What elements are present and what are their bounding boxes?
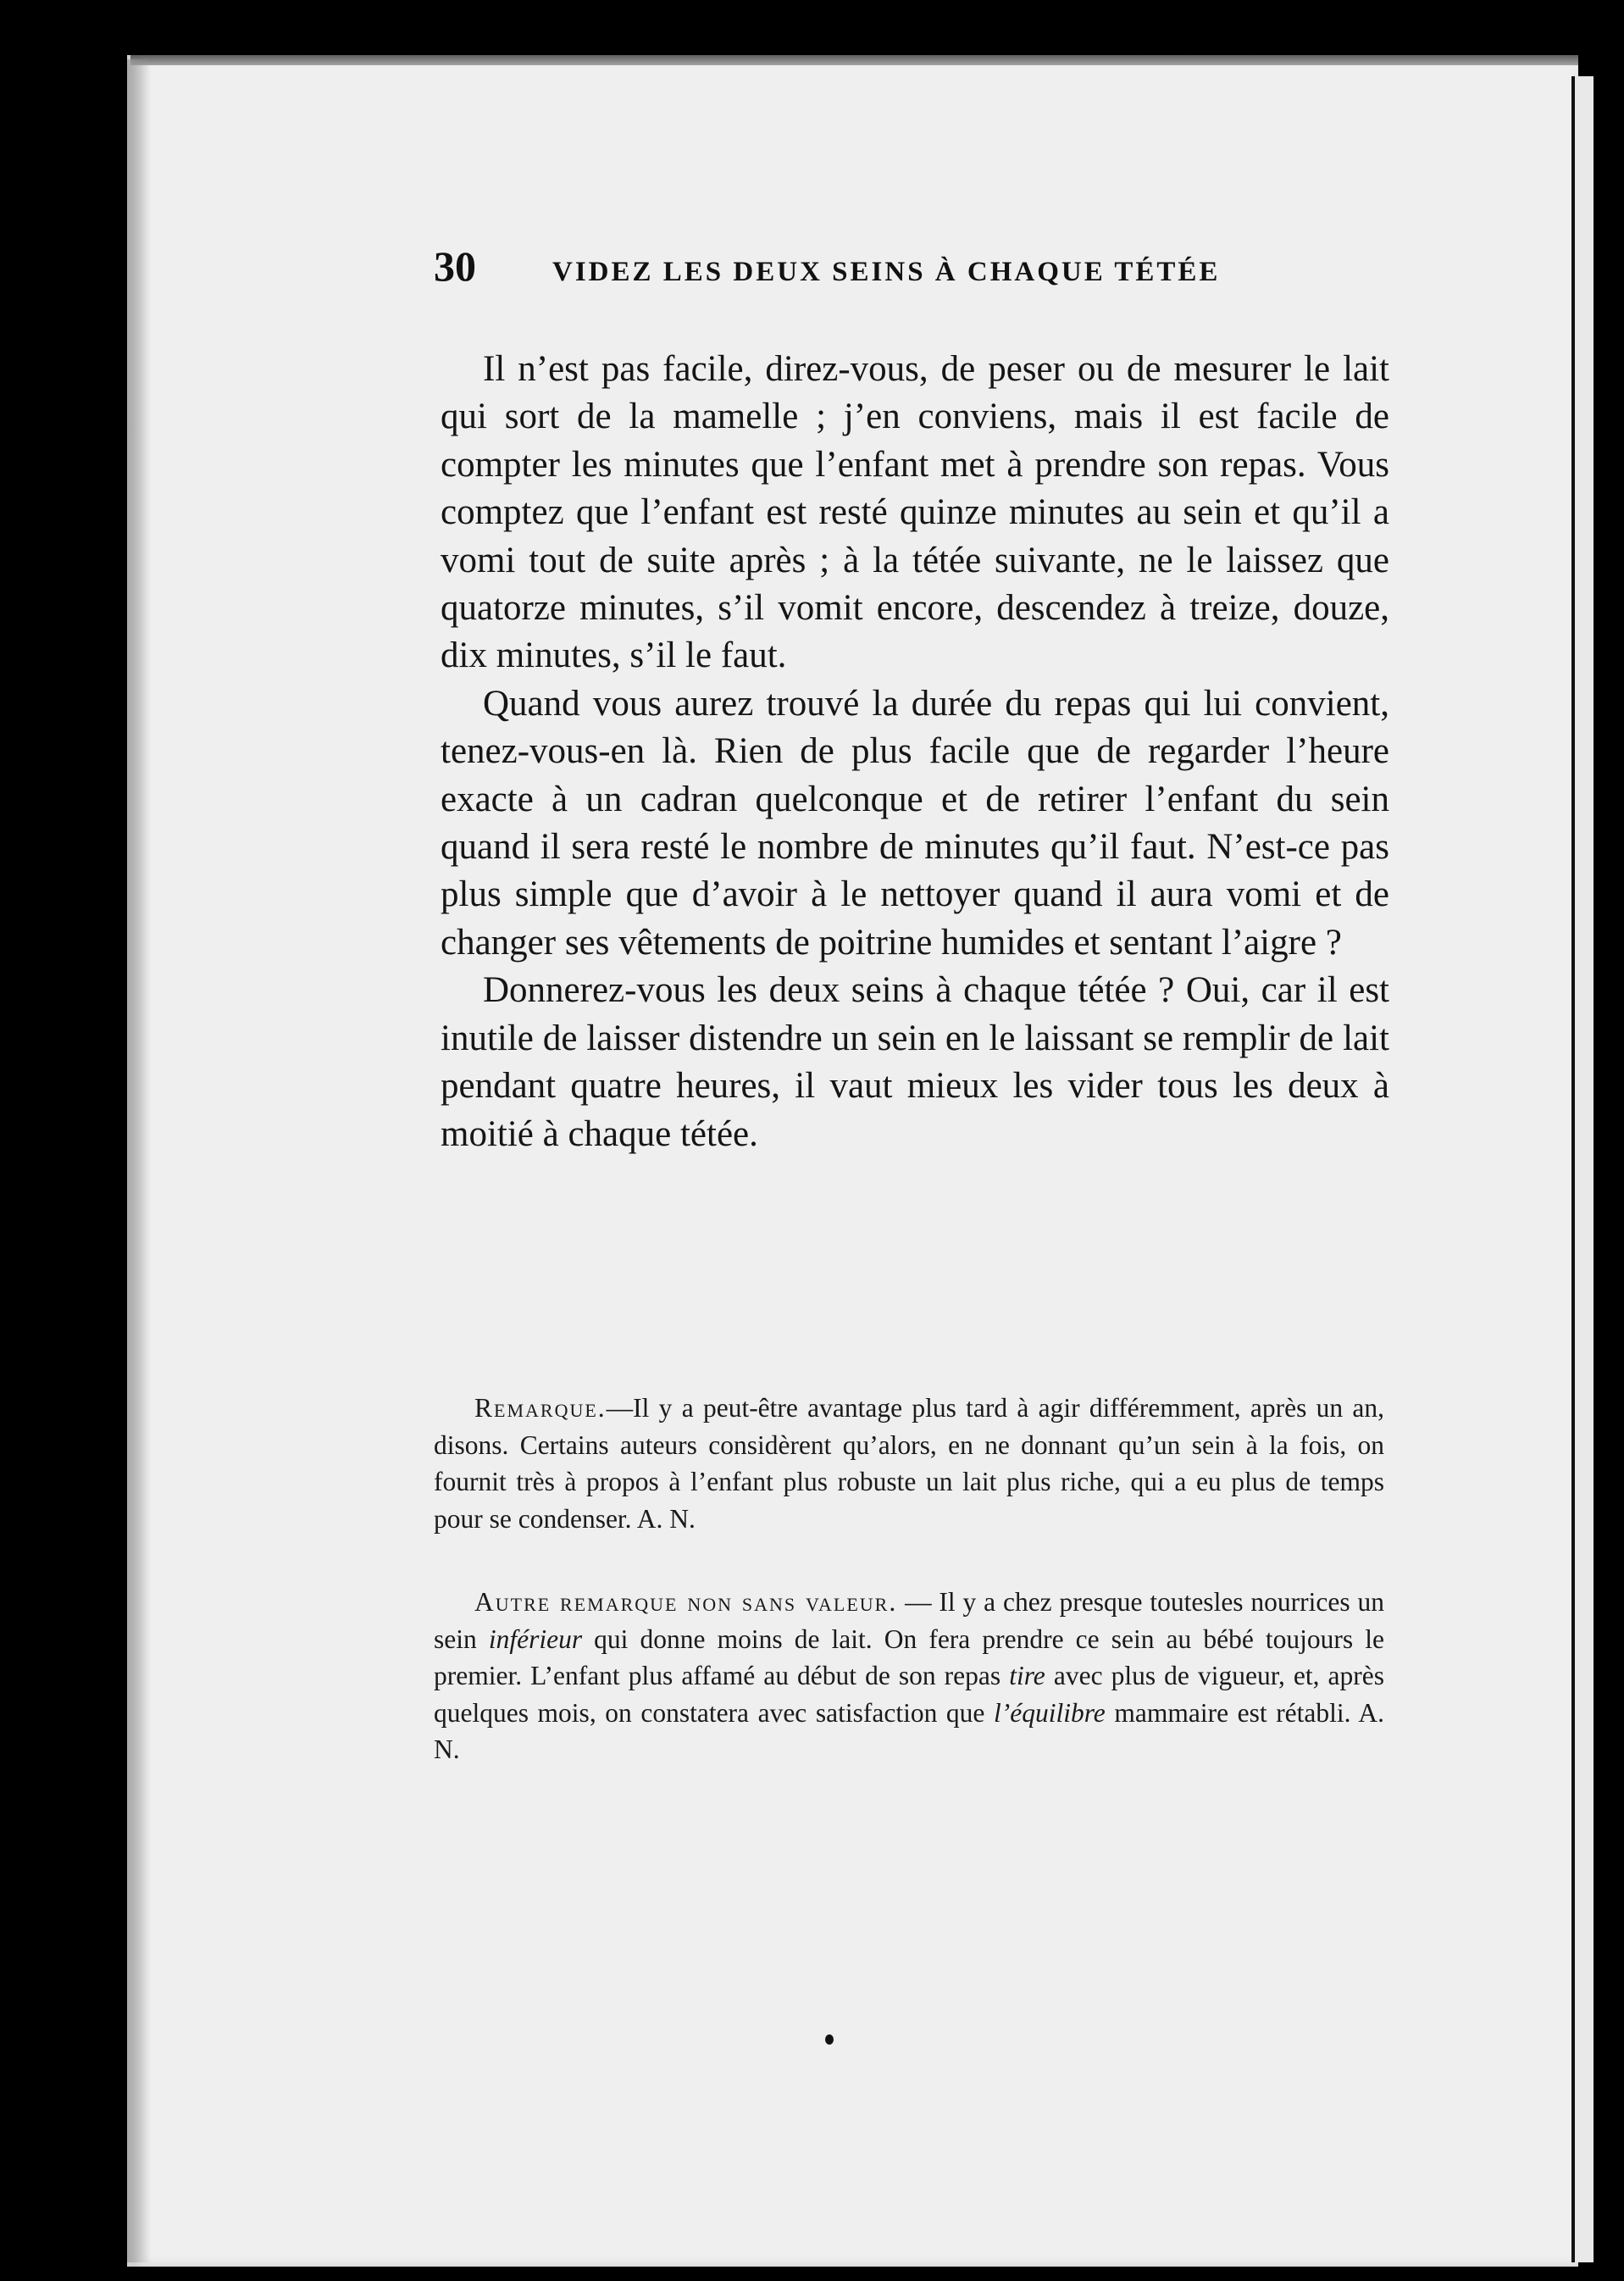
paragraph: Donnerez-vous les deux seins à chaque tétée ? Oui, car il est inutile de laisser distendre un sein en le laissant se remplir de lait pendant quatre heures, il vaut mieux les vider tous les deux à moitié à chaque tétée. — [441, 970, 1389, 1154]
page-gutter-shadow — [127, 59, 151, 2262]
remark-text: qui donne moins de lait. On fera prendre ce sein au bébé toujours le premier. L’enfant plus affamé au début de son repas — [434, 1623, 1384, 1690]
remark-text: mammaire est rétabli. A. N. — [434, 1697, 1384, 1764]
remark-label: Remarque. — [474, 1393, 607, 1423]
paragraph: Quand vous aurez trouvé la durée du repas qui lui convient, tenez-vous-en là. Rien de plus facile que de regarder l’heure exacte à un cadran quelconque et de retirer l’enfant du sein quand il sera resté le nombre de minutes qu’il faut. N’est-ce pas plus simple que d’avoir à le nettoyer quand il aura vomi et de changer ses vêtements de poitrine humides et sentant l’aigre ? — [441, 683, 1389, 963]
remark-text: — Il y a chez presque toutesles nourrices un sein — [434, 1587, 1384, 1654]
running-title: VIDEZ LES DEUX SEINS À CHAQUE TÉTÉE — [552, 257, 1221, 287]
remark-emphasis: l’équilibre — [993, 1697, 1106, 1728]
remark-label: Autre remarque non sans valeur. — [474, 1587, 898, 1617]
remark-emphasis: tire — [1009, 1661, 1045, 1690]
page-header — [434, 241, 1289, 291]
remark-text: —Il y a peut-être avantage plus tard à agir différemment, après un an, disons. Certains auteurs considèrent qu’alors, en ne donnant qu’un sein à la fois, on fournit très à propos à l’enfant plus robuste un lait plus riche, qui a eu plus de temps pour se condenser. A. N. — [434, 1393, 1384, 1534]
ink-speck — [825, 2034, 834, 2045]
remarks-section — [434, 1390, 1384, 1815]
remark-text: avec plus de vigueur, et, après quelques mois, on constatera avec satisfaction que — [434, 1661, 1385, 1728]
remark-note — [434, 1390, 1384, 1537]
main-text — [441, 346, 1389, 1158]
next-page-edge — [1571, 76, 1594, 2262]
paragraph: Il n’est pas facile, direz-vous, de peser ou de mesurer le lait qui sort de la mamelle ; j’en conviens, mais il est facile de compter les minutes que l’enfant met à prendre son repas. Vous comptez que l’enfant est resté quinze minutes au sein et qu’il a vomi tout de suite après ; à la tétée suivante, ne le laissez que quatorze minutes, s’il vomit encore, descendez à treize, douze, dix minutes, s’il le faut. — [441, 349, 1389, 676]
page-number: 30 — [434, 242, 476, 290]
remark-note — [434, 1584, 1384, 1768]
remark-emphasis: inférieur — [488, 1623, 583, 1654]
